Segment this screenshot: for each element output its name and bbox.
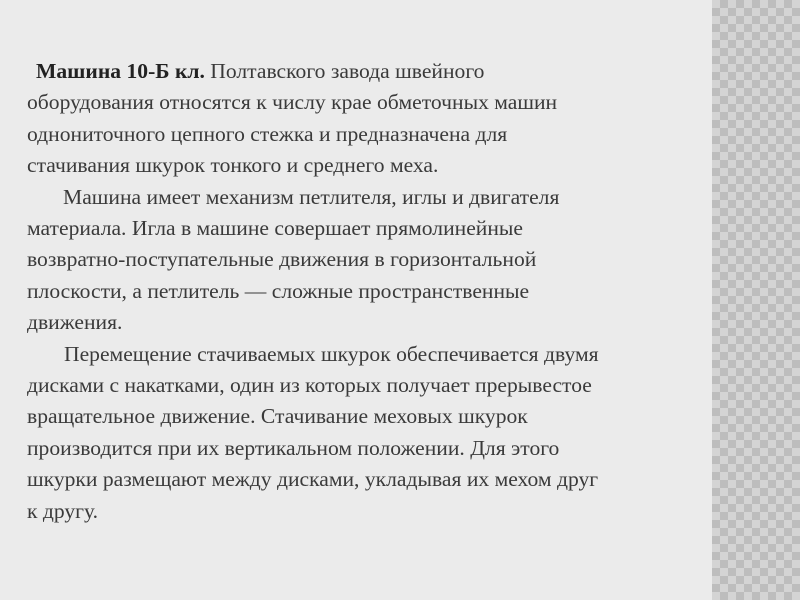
paragraph-1-line-1-text: Полтавского завода швейного bbox=[204, 59, 485, 83]
paragraph-2-line-3: возвратно-поступательные движения в горизонтальной bbox=[27, 247, 537, 272]
paragraph-3-line-6: к другу. bbox=[27, 498, 99, 523]
paragraph-1-line-1 bbox=[27, 56, 747, 87]
document-text bbox=[27, 56, 747, 527]
paragraph-2-line-2: материала. Игла в машине совершает прямолинейные bbox=[27, 216, 523, 241]
paragraph-2-line-1: Машина имеет механизм петлителя, иглы и двигателя bbox=[63, 184, 560, 209]
paragraph-1-line-3: однониточного цепного стежка и предназначена для bbox=[27, 121, 508, 146]
paragraph-3-line-5: шкурки размещают между дисками, укладывая их мехом друг bbox=[27, 467, 599, 492]
paragraph-1-line-2: оборудования относятся к числу крае обметочных машин bbox=[27, 90, 558, 115]
paragraph-2-line-4: плоскости, а петлитель — сложные пространственные bbox=[27, 278, 530, 303]
paragraph-3-line-2: дисками с накатками, один из которых получает прерывестое bbox=[27, 373, 592, 398]
paragraph-1-line-4: стачивания шкурок тонкого и среднего меха. bbox=[27, 153, 439, 178]
paragraph-2-line-5: движения. bbox=[27, 310, 123, 335]
paragraph-3-line-3: вращательное движение. Стачивание меховых шкурок bbox=[27, 404, 528, 429]
machine-title: Машина 10-Б кл. bbox=[36, 59, 205, 83]
paragraph-3-line-4: производится при их вертикальном положении. Для этого bbox=[27, 435, 560, 460]
paragraph-3-line-1: Перемещение стачиваемых шкурок обеспечивается двумя bbox=[64, 341, 599, 366]
